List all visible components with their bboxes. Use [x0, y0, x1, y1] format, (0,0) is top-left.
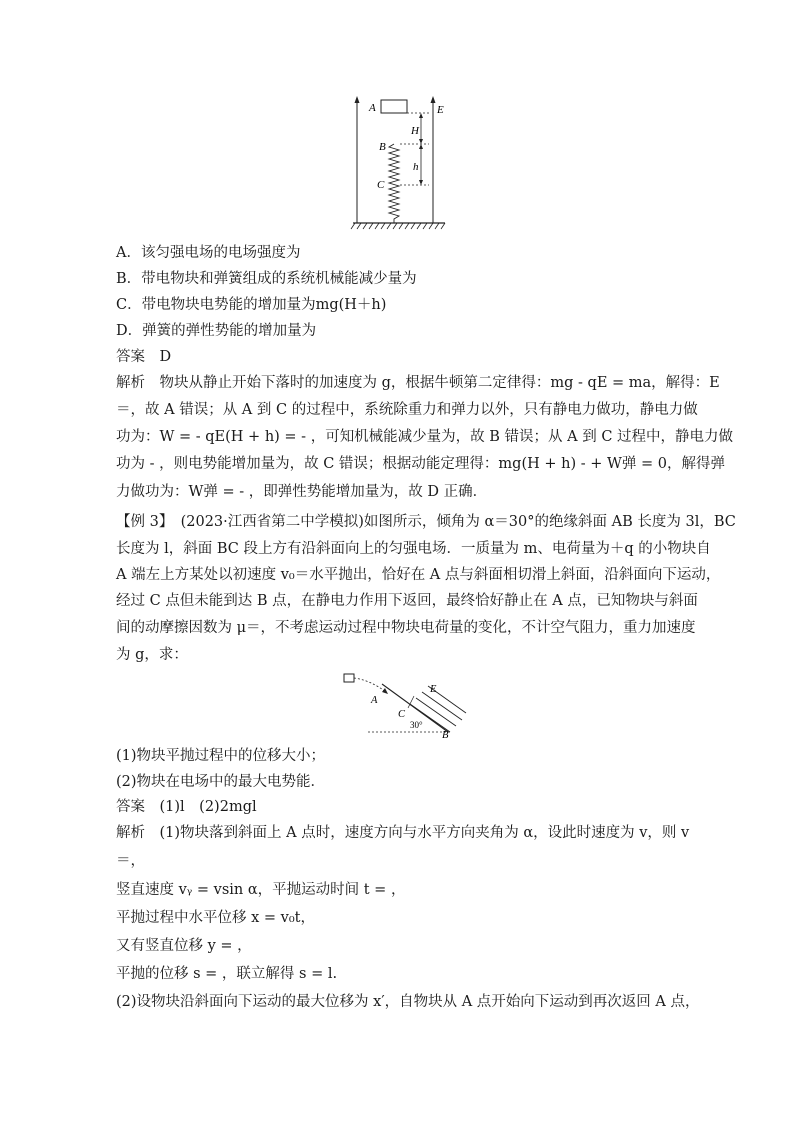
label-e-2: E	[430, 684, 437, 695]
option-d: D．弹簧的弹性势能的增加量为	[116, 323, 317, 339]
option-b: B．带电物块和弹簧组成的系统机械能减少量为	[116, 271, 417, 287]
answer-2: 答案 (1)l (2)2mgl	[116, 799, 257, 815]
label-e: E	[437, 104, 444, 116]
label-c: C	[377, 179, 385, 191]
option-a: A．该匀强电场的电场强度为	[116, 245, 301, 261]
answer-1: 答案 D	[116, 349, 172, 365]
angle-label: 30°	[410, 720, 423, 730]
example-3-line-1: 【例 3】 (2023·江西省第二中学模拟)如图所示，倾角为 α＝30°的绝缘斜面 AB 长度为 3l，BC	[116, 514, 736, 530]
analysis-1-line-4: 功为 - ，则电势能增加量为，故 C 错误；根据动能定理得：mg(H + h) - + W弹 = 0，解得弹	[116, 456, 725, 472]
analysis-2-line-1: 解析 (1)物块落到斜面上 A 点时，速度方向与水平方向夹角为 α，设此时速度为 v，则 v	[116, 825, 690, 841]
analysis-2-line-3: 竖直速度 vᵧ = vsin α，平抛运动时间 t = ，	[116, 882, 406, 898]
analysis-1-line-5: 力做功为：W弹 = - ，即弹性势能增加量为，故 D 正确．	[116, 484, 488, 500]
label-h-upper: H	[411, 125, 419, 137]
example-3-line-2: 长度为 l，斜面 BC 段上方有沿斜面向上的匀强电场．一质量为 m、电荷量为＋q 的小物块自	[116, 541, 711, 557]
label-a: A	[369, 102, 376, 114]
label-b-2: B	[442, 730, 449, 740]
spring-field-diagram	[345, 92, 455, 232]
label-h-lower: h	[413, 161, 419, 173]
example-3-line-3: A 端左上方某处以初速度 v₀＝水平抛出，恰好在 A 点与斜面相切滑上斜面，沿斜面向下运动，	[116, 567, 721, 583]
example-3-line-4: 经过 C 点但未能到达 B 点，在静电力作用下返回，最终恰好静止在 A 点，已知物块与斜面	[116, 593, 698, 609]
analysis-2-line-4: 平抛过程中水平位移 x = v₀t，	[116, 910, 315, 926]
analysis-2-line-6: 平抛的位移 s = ，联立解得 s = l.	[116, 966, 338, 982]
example-3-line-6: 为 g，求：	[116, 647, 188, 663]
analysis-2-line-2: ＝，	[116, 853, 145, 869]
example-3-line-5: 间的动摩擦因数为 μ＝，不考虑运动过程中物块电荷量的变化，不计空气阻力，重力加速度	[116, 620, 696, 636]
question-1: (1)物块平抛过程中的位移大小；	[116, 748, 326, 764]
analysis-2-line-5: 又有竖直位移 y = ，	[116, 938, 252, 954]
analysis-1-line-1: 解析 物块从静止开始下落时的加速度为 g，根据牛顿第二定律得：mg - qE = ma，解得：E	[116, 375, 720, 391]
label-c-2: C	[398, 709, 406, 720]
incline-field-diagram	[338, 668, 468, 740]
option-c: C．带电物块电势能的增加量为mg(H＋h)	[116, 297, 387, 313]
label-a-2: A	[371, 695, 378, 706]
analysis-1-line-2: ＝，故 A 错误；从 A 到 C 的过程中，系统除重力和弹力以外，只有静电力做功，静电力做	[116, 402, 698, 418]
label-b: B	[379, 141, 386, 153]
analysis-1-line-3: 功为：W = - qE(H + h) = - ，可知机械能减少量为，故 B 错误；从 A 到 C 过程中，静电力做	[116, 429, 734, 445]
analysis-2-line-7: (2)设物块沿斜面向下运动的最大位移为 x′，自物块从 A 点开始向下运动到再次返回 A 点，	[116, 994, 700, 1010]
question-2: (2)物块在电场中的最大电势能．	[116, 774, 326, 790]
